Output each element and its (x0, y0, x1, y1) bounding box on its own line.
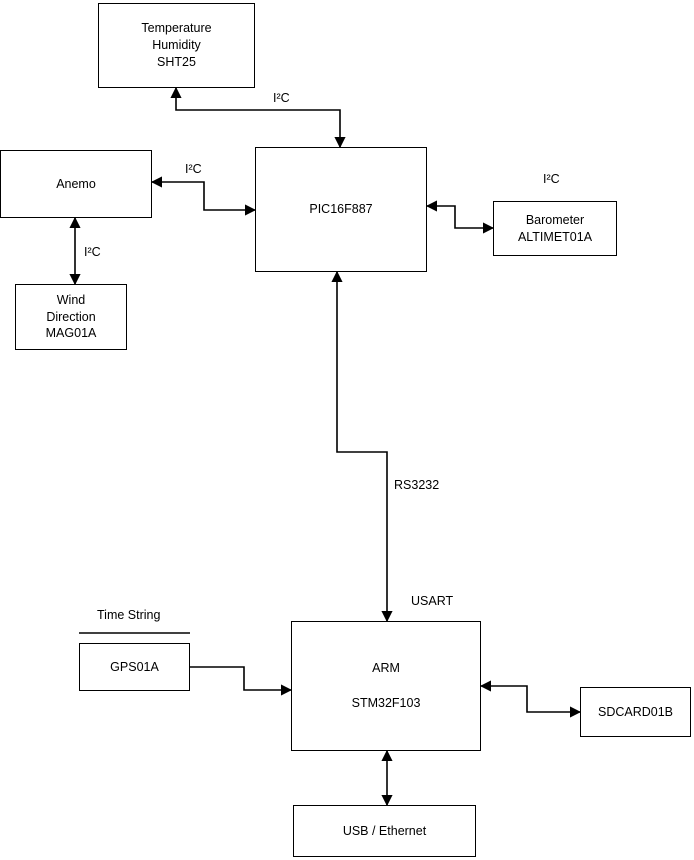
sd-card-module[interactable] (580, 687, 691, 737)
node-label-line: SHT25 (157, 54, 196, 69)
node-label-line: Anemo (56, 176, 96, 191)
gps-module[interactable] (79, 643, 190, 691)
edge-label-i2c-anemo: I²C (185, 162, 202, 176)
node-label-line: Humidity (152, 38, 201, 53)
node-label-line: GPS01A (110, 659, 159, 674)
edge-label-time-string: Time String (97, 608, 161, 622)
node-label-line: Barometer (525, 212, 585, 227)
node-label-line: ARM (372, 661, 400, 676)
node-label-line: PIC16F887 (309, 202, 373, 217)
node-label-line: MAG01A (45, 326, 97, 341)
arm-microcontroller[interactable] (291, 621, 481, 751)
node-label-line: USB / Ethernet (342, 823, 427, 838)
temperature-humidity-sensor[interactable] (98, 3, 255, 88)
node-label-line: Wind (56, 292, 86, 307)
node-label-line: Temperature (141, 21, 212, 36)
wind-direction-sensor[interactable] (15, 284, 127, 350)
edge-label-rs3232: RS3232 (394, 478, 440, 492)
node-label-line: STM32F103 (351, 696, 421, 710)
edge-label-usart: USART (411, 594, 454, 608)
edge-label-i2c-mag01a: I²C (84, 245, 101, 259)
pic-microcontroller[interactable] (255, 147, 427, 272)
anemometer[interactable] (0, 150, 152, 218)
node-label-line: ALTIMET01A (517, 229, 593, 244)
edge-label-i2c-barometer: I²C (543, 172, 560, 186)
usb-ethernet-interface[interactable] (293, 805, 476, 857)
barometer[interactable] (493, 201, 617, 256)
node-label-line: SDCARD01B (597, 704, 674, 719)
node-label-line: Direction (46, 309, 96, 324)
edge-label-i2c-sht25: I²C (273, 91, 290, 105)
